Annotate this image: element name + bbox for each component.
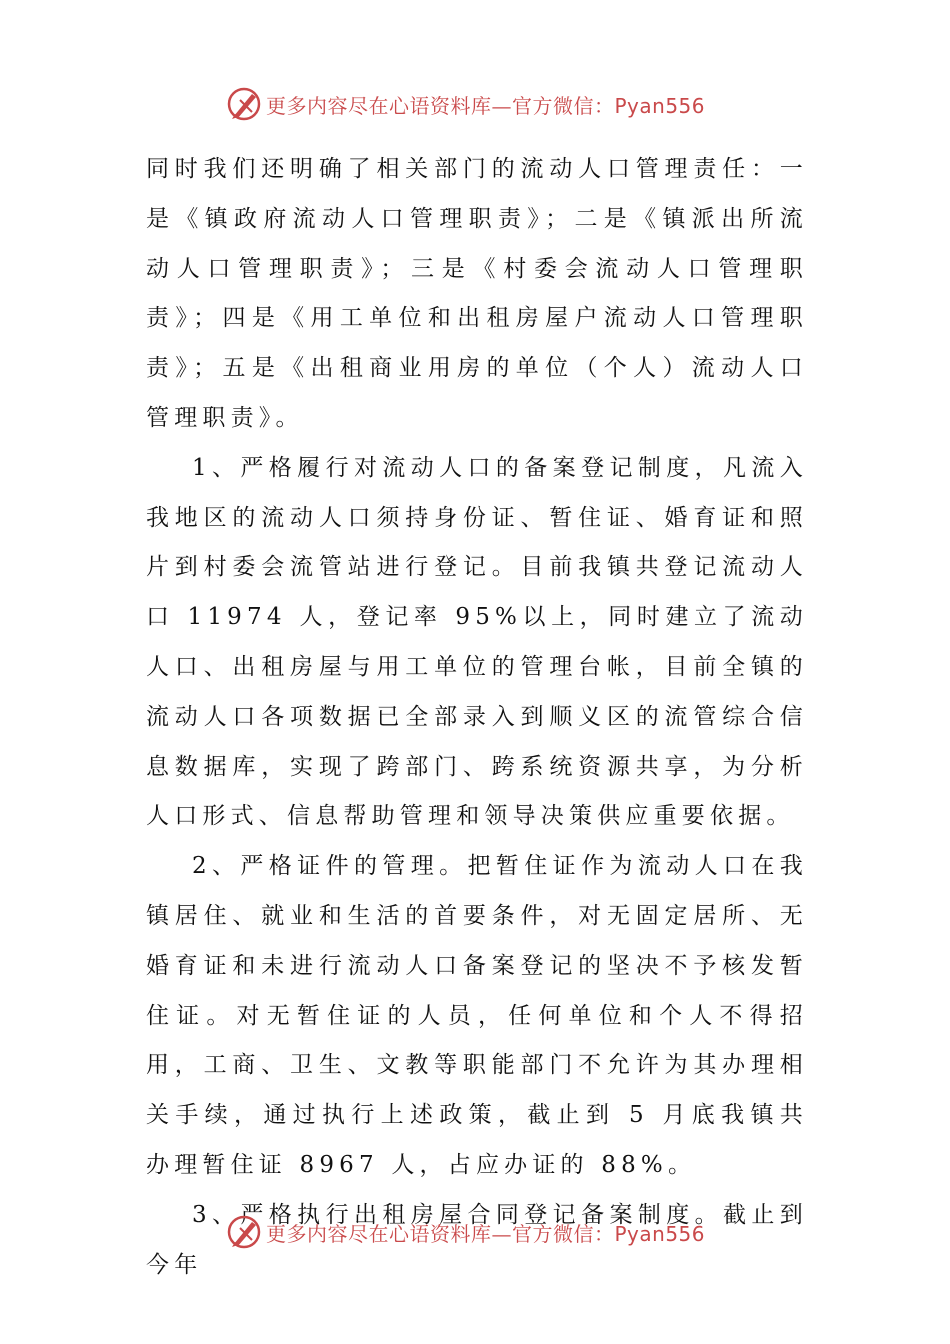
header-slogan: 更多内容尽在心语资料库—官方微信： bbox=[266, 94, 615, 118]
paragraph-item-1: 1、严格履行对流动人口的备案登记制度，凡流入我地区的流动人口须持身份证、暂住证、婚育证和照片到村委会流管站进行登记。目前我镇共登记流动人口 11974 人，登记率 95%以上，同时建立了流动人口、出租房屋与用工单位的管理台帐，目前全镇的流动人口各项数据已全部录入到顺义区的流管综合信息数据库，实现了跨部门、跨系统资源共享，为分析人口形式、信息帮助管理和领导决策供应重要依据。 bbox=[146, 454, 808, 830]
header-wechat-id: Pyan556 bbox=[614, 94, 706, 118]
footer-banner-text bbox=[266, 1218, 705, 1247]
pen-logo-icon bbox=[226, 86, 262, 122]
footer-wechat-id: Pyan556 bbox=[614, 1222, 706, 1246]
paragraph-item-2: 2、严格证件的管理。把暂住证作为流动人口在我镇居住、就业和生活的首要条件，对无固定居所、无婚育证和未进行流动人口备案登记的坚决不予核发暂住证。对无暂住证的人员，任何单位和个人不得招用，工商、卫生、文教等职能部门不允许为其办理相关手续，通过执行上述政策，截止到 5 月底我镇共办理暂住证 8967 人，占应办证的 88%。 bbox=[146, 853, 808, 1178]
paragraph-item-3: 3、严格执行出租房屋合同登记备案制度。截止到今年 bbox=[146, 1201, 808, 1278]
document-body bbox=[146, 145, 808, 1290]
pen-logo-icon bbox=[226, 1214, 262, 1250]
header-banner-text bbox=[266, 90, 705, 119]
header-banner bbox=[0, 84, 950, 124]
footer-slogan: 更多内容尽在心语资料库—官方微信： bbox=[266, 1222, 615, 1246]
paragraph-responsibilities: 同时我们还明确了相关部门的流动人口管理责任：一是《镇政府流动人口管理职责》；二是《镇派出所流动人口管理职责》；三是《村委会流动人口管理职责》；四是《用工单位和出租房屋户流动人口管理职责》；五是《出租商业用房的单位（个人）流动人口管理职责》。 bbox=[146, 156, 808, 431]
footer-banner bbox=[0, 1212, 950, 1252]
